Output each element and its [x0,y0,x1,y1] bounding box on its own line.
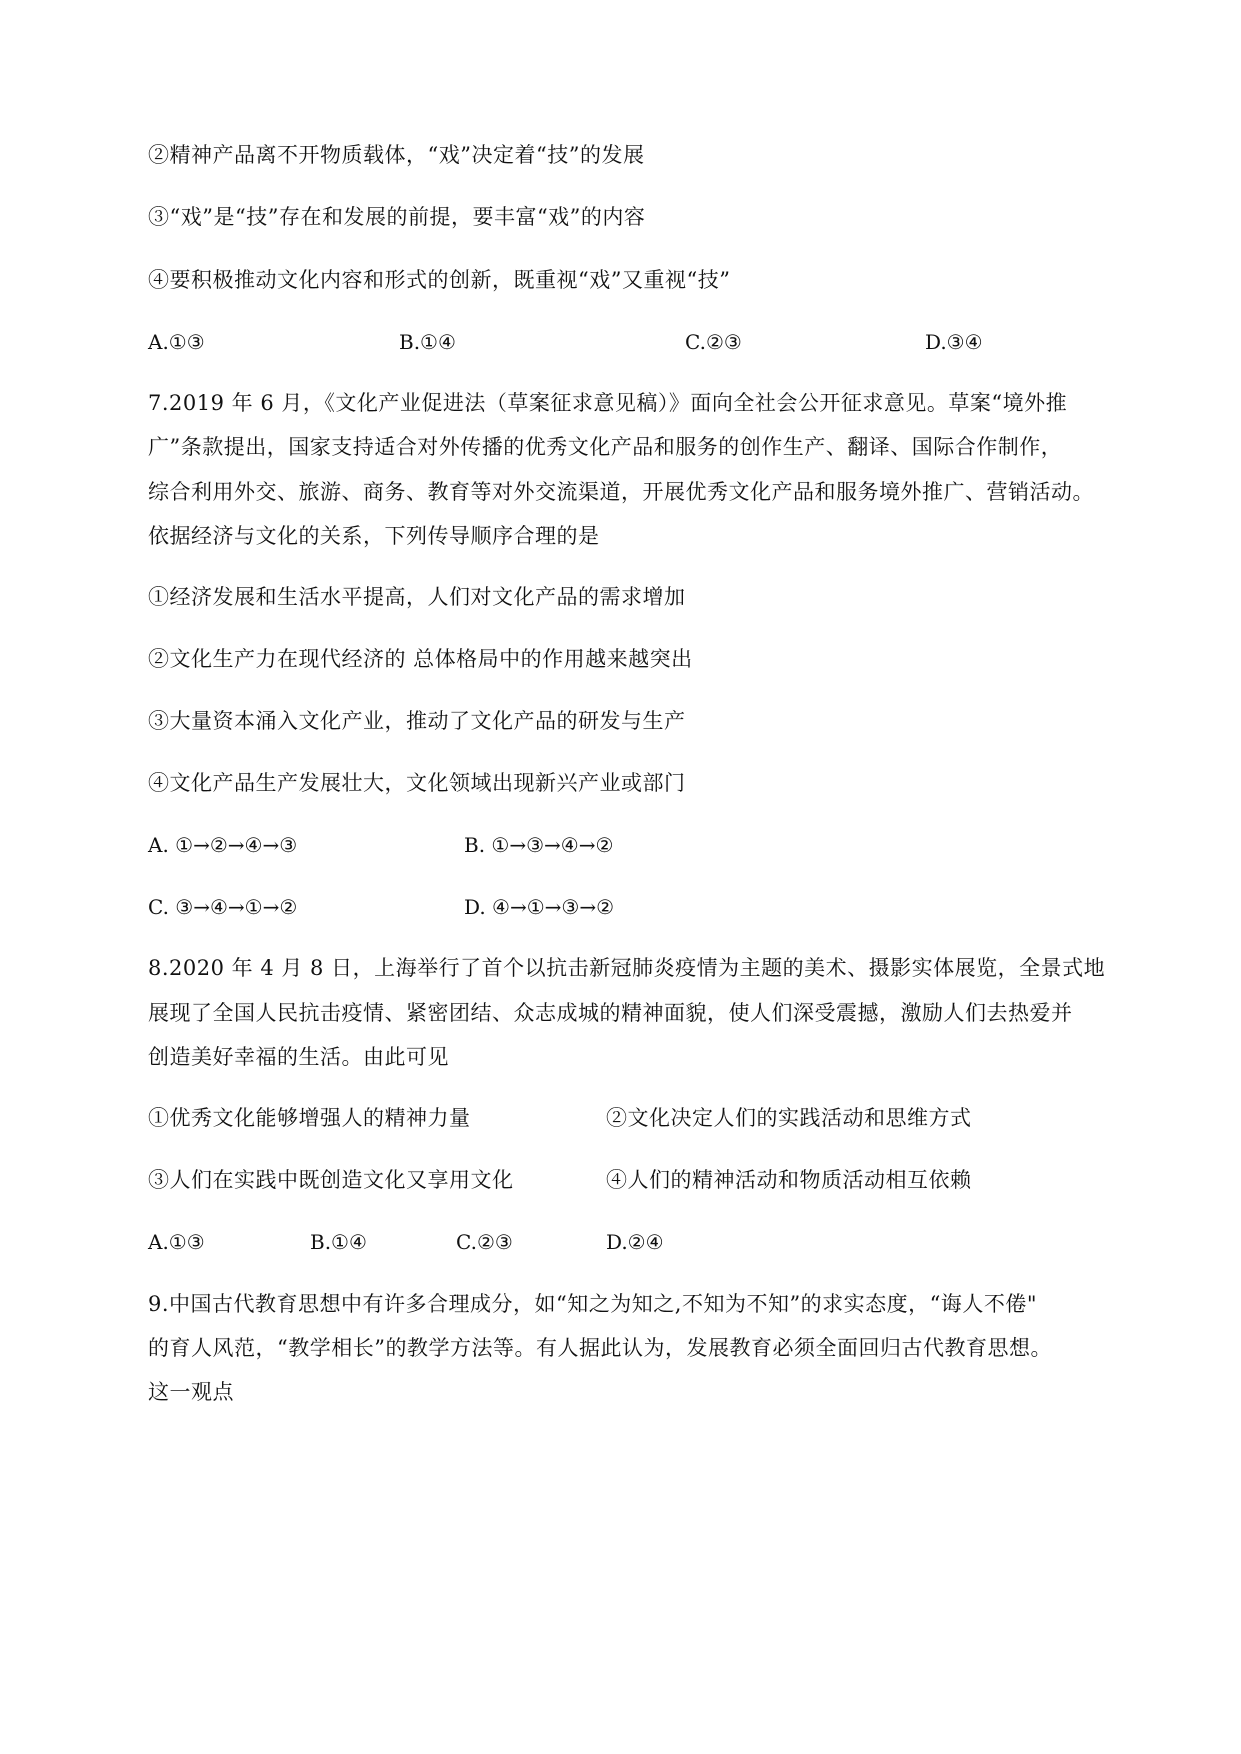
q9-stem-line-1: 9.中国古代教育思想中有许多合理成分，如“知之为知之,不知为不知”的求实态度，“诲人不倦" [148,1292,1038,1316]
q8-option-c: C.②③ [456,1230,513,1254]
q8-option-b: B.①④ [310,1230,367,1254]
q7-option-c: C. ③→④→①→② [148,895,298,919]
q8-option-d: D.②④ [606,1230,664,1254]
q7-statement-2: ②文化生产力在现代经济的 总体格局中的作用越来越突出 [148,647,693,671]
q7-stem-line-3: 综合利用外交、旅游、商务、教育等对外交流渠道，开展优秀文化产品和服务境外推广、营销活动。 [148,480,1094,504]
q9-stem-line-3: 这一观点 [148,1380,234,1404]
q9-stem-line-2: 的育人风范，“教学相长”的教学方法等。有人据此认为，发展教育必须全面回归古代教育思想。 [148,1336,1052,1360]
q6-statement-4: ④要积极推动文化内容和形式的创新，既重视“戏”又重视“技” [148,268,731,292]
q7-option-b: B. ①→③→④→② [464,833,614,857]
q6-option-a: A.①③ [148,330,205,354]
q8-stem-line-1: 8.2020 年 4 月 8 日，上海举行了首个以抗击新冠肺炎疫情为主题的美术、摄影实体展览，全景式地 [148,956,1106,980]
q7-option-d: D. ④→①→③→② [464,895,615,919]
q7-statement-4: ④文化产品生产发展壮大，文化领域出现新兴产业或部门 [148,771,686,795]
q6-statement-3: ③“戏”是“技”存在和发展的前提，要丰富“戏”的内容 [148,205,646,229]
q6-statement-2: ②精神产品离不开物质载体，“戏”决定着“技”的发展 [148,143,645,167]
q8-statement-1: ①优秀文化能够增强人的精神力量 [148,1106,471,1130]
q7-stem-line-2: 广”条款提出，国家支持适合对外传播的优秀文化产品和服务的创作生产、翻译、国际合作制作， [148,435,1063,459]
q6-option-c: C.②③ [685,330,742,354]
q7-statement-1: ①经济发展和生活水平提高，人们对文化产品的需求增加 [148,585,686,609]
q7-stem-line-4: 依据经济与文化的关系，下列传导顺序合理的是 [148,524,600,548]
q8-stem-line-3: 创造美好幸福的生活。由此可见 [148,1045,449,1069]
q6-option-d: D.③④ [925,330,983,354]
q8-option-a: A.①③ [148,1230,205,1254]
q7-statement-3: ③大量资本涌入文化产业，推动了文化产品的研发与生产 [148,709,686,733]
q6-option-b: B.①④ [399,330,456,354]
q8-stem-line-2: 展现了全国人民抗击疫情、紧密团结、众志成城的精神面貌，使人们深受震撼，激励人们去热爱并 [148,1001,1073,1025]
q7-stem-line-1: 7.2019 年 6 月，《文化产业促进法（草案征求意见稿）》面向全社会公开征求意见。草案“境外推 [148,391,1068,415]
q8-statement-4: ④人们的精神活动和物质活动相互依赖 [606,1168,972,1192]
q8-statement-2: ②文化决定人们的实践活动和思维方式 [606,1106,972,1130]
q7-option-a: A. ①→②→④→③ [148,833,298,857]
q8-statement-3: ③人们在实践中既创造文化又享用文化 [148,1168,514,1192]
